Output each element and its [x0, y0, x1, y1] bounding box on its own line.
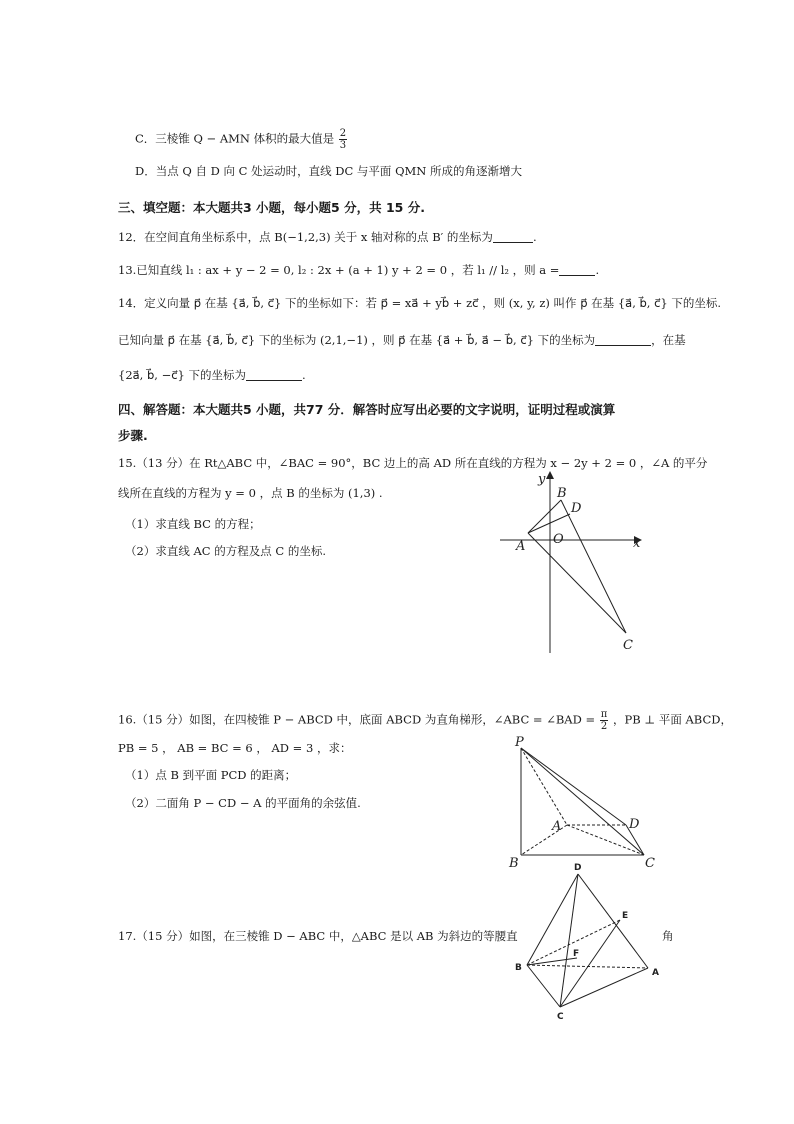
q14-line1: 14．定义向量 p⃗ 在基 {a⃗, b⃗, c⃗} 下的坐标如下：若 p⃗ = xa⃗ + yb⃗ + zc⃗ ，则 (x, y, z) 叫作 p⃗ 在基 {a⃗, b⃗, c⃗} 下的坐标. [118, 296, 722, 310]
q16-line1-fraction [600, 709, 609, 732]
q16-line1 [118, 709, 732, 732]
q16-label-b: B [509, 856, 519, 871]
q14-line3-end: . [302, 368, 306, 382]
q15-segment-ad [528, 514, 570, 533]
q16-line1-text-b: ，PB ⊥ 平面 ABCD， [613, 712, 732, 727]
fraction-numerator: 2 [339, 128, 347, 139]
q17-label-a: A [652, 968, 659, 978]
q16-edge-pa [521, 748, 567, 825]
q17-line1: 17.（15 分）如图，在三棱锥 D − ABC 中，△ABC 是以 AB 为斜边的等腰直 [118, 929, 518, 943]
q16-label-d: D [629, 817, 640, 832]
q15-segment-bc [561, 500, 626, 633]
q17-edge-bc [527, 965, 560, 1007]
q17-label-f: F [573, 949, 580, 959]
fraction-denominator: 2 [600, 721, 608, 732]
q14-answer-blank-1[interactable] [595, 333, 651, 346]
q11-option-c-text: C．三棱锥 Q − AMN 体积的最大值是 [135, 131, 335, 146]
q15-line1: 15.（13 分）在 Rt△ABC 中，∠BAC = 90°，BC 边上的高 AD 所在直线的方程为 x − 2y + 2 = 0 ，∠A 的平分 [118, 456, 708, 470]
q17-line1-tail: 角 [662, 929, 674, 943]
q14-line2 [118, 332, 686, 348]
q17-segment-bf [527, 958, 577, 965]
q13-text: 13.已知直线 l₁ : ax + y − 2 = 0, l₂ : 2x + (a + 1) y + 2 = 0 ，若 l₁ // l₂ ，则 a = [118, 263, 560, 277]
q16-label-a: A [552, 819, 562, 834]
q11-option-d: D．当点 Q 自 D 向 C 处运动时，直线 DC 与平面 QMN 所成的角逐渐增大 [135, 164, 523, 178]
section3-heading: 三、填空题：本大题共3 小题，每小题5 分，共 15 分. [118, 200, 425, 215]
q15-figure [495, 465, 655, 665]
q17-edge-da [578, 874, 648, 968]
q12-text: 12．在空间直角坐标系中，点 B(−1,2,3) 关于 x 轴对称的点 B′ 的坐标为 [118, 230, 493, 244]
q15-label-x: x [633, 536, 641, 551]
q17-edge-dc [560, 874, 578, 1007]
q17-label-e: E [622, 911, 629, 921]
q17-edge-db [527, 874, 578, 965]
q16-label-p: P [515, 735, 524, 750]
fraction-denominator: 3 [339, 140, 347, 151]
q13 [118, 262, 599, 278]
q16-part1: （1）点 B 到平面 PCD 的距离； [125, 768, 297, 782]
q12-answer-blank[interactable] [493, 230, 533, 243]
q15-label-o: O [553, 532, 564, 547]
q17-label-c: C [557, 1012, 564, 1022]
q15-line2: 线所在直线的方程为 y = 0 ，点 B 的坐标为 (1,3) . [118, 486, 383, 500]
q13-end: . [595, 263, 600, 277]
q11-option-c [135, 128, 348, 151]
q15-label-c: C [623, 638, 633, 653]
q14-answer-blank-2[interactable] [246, 368, 302, 381]
q15-label-y: y [538, 472, 546, 487]
q15-segment-ac [528, 533, 626, 633]
q17-label-b: B [515, 963, 522, 973]
q15-label-d: D [571, 501, 582, 516]
q15-part1: （1）求直线 BC 的方程； [125, 517, 261, 531]
q14-line3-text: {2a⃗, b⃗, −c⃗} 下的坐标为 [118, 368, 247, 382]
q16-label-c: C [645, 856, 655, 871]
q16-part2: （2）二面角 P − CD − A 的平面角的余弦值. [125, 796, 361, 810]
q17-figure [510, 864, 670, 1024]
q15-part2: （2）求直线 AC 的方程及点 C 的坐标. [125, 544, 326, 558]
q17-label-d: D [574, 863, 582, 873]
q14-line2-end: ，在基 [651, 333, 686, 347]
q15-label-a: A [516, 539, 526, 554]
q16-line1-text-a: 16.（15 分）如图，在四棱锥 P − ABCD 中，底面 ABCD 为直角梯形，∠ABC = ∠BAD = [118, 712, 596, 727]
fraction-numerator: π [600, 709, 608, 720]
q16-figure [505, 735, 665, 870]
q14-line3 [118, 367, 306, 383]
q16-line2: PB = 5 ， AB = BC = 6 ， AD = 3 ，求： [118, 741, 352, 755]
q14-line2-text: 已知向量 p⃗ 在基 {a⃗, b⃗, c⃗} 下的坐标为 (2,1,−1) ，则 p⃗ 在基 {a⃗ + b⃗, a⃗ − b⃗, c⃗} 下的坐标为 [118, 333, 596, 347]
q15-label-b: B [557, 486, 567, 501]
q11-option-c-fraction [339, 128, 347, 151]
section4-heading-line1: 四、解答题：本大题共5 小题，共77 分．解答时应写出必要的文字说明，证明过程或演算 [118, 402, 616, 417]
q15-segment-ab [528, 500, 561, 533]
q16-edge-pd [521, 748, 626, 825]
q13-answer-blank[interactable] [559, 263, 595, 276]
q16-edge-pc [521, 748, 644, 855]
section4-heading-line2: 步骤. [118, 428, 148, 443]
q12 [118, 229, 537, 245]
q12-end: . [532, 230, 537, 244]
